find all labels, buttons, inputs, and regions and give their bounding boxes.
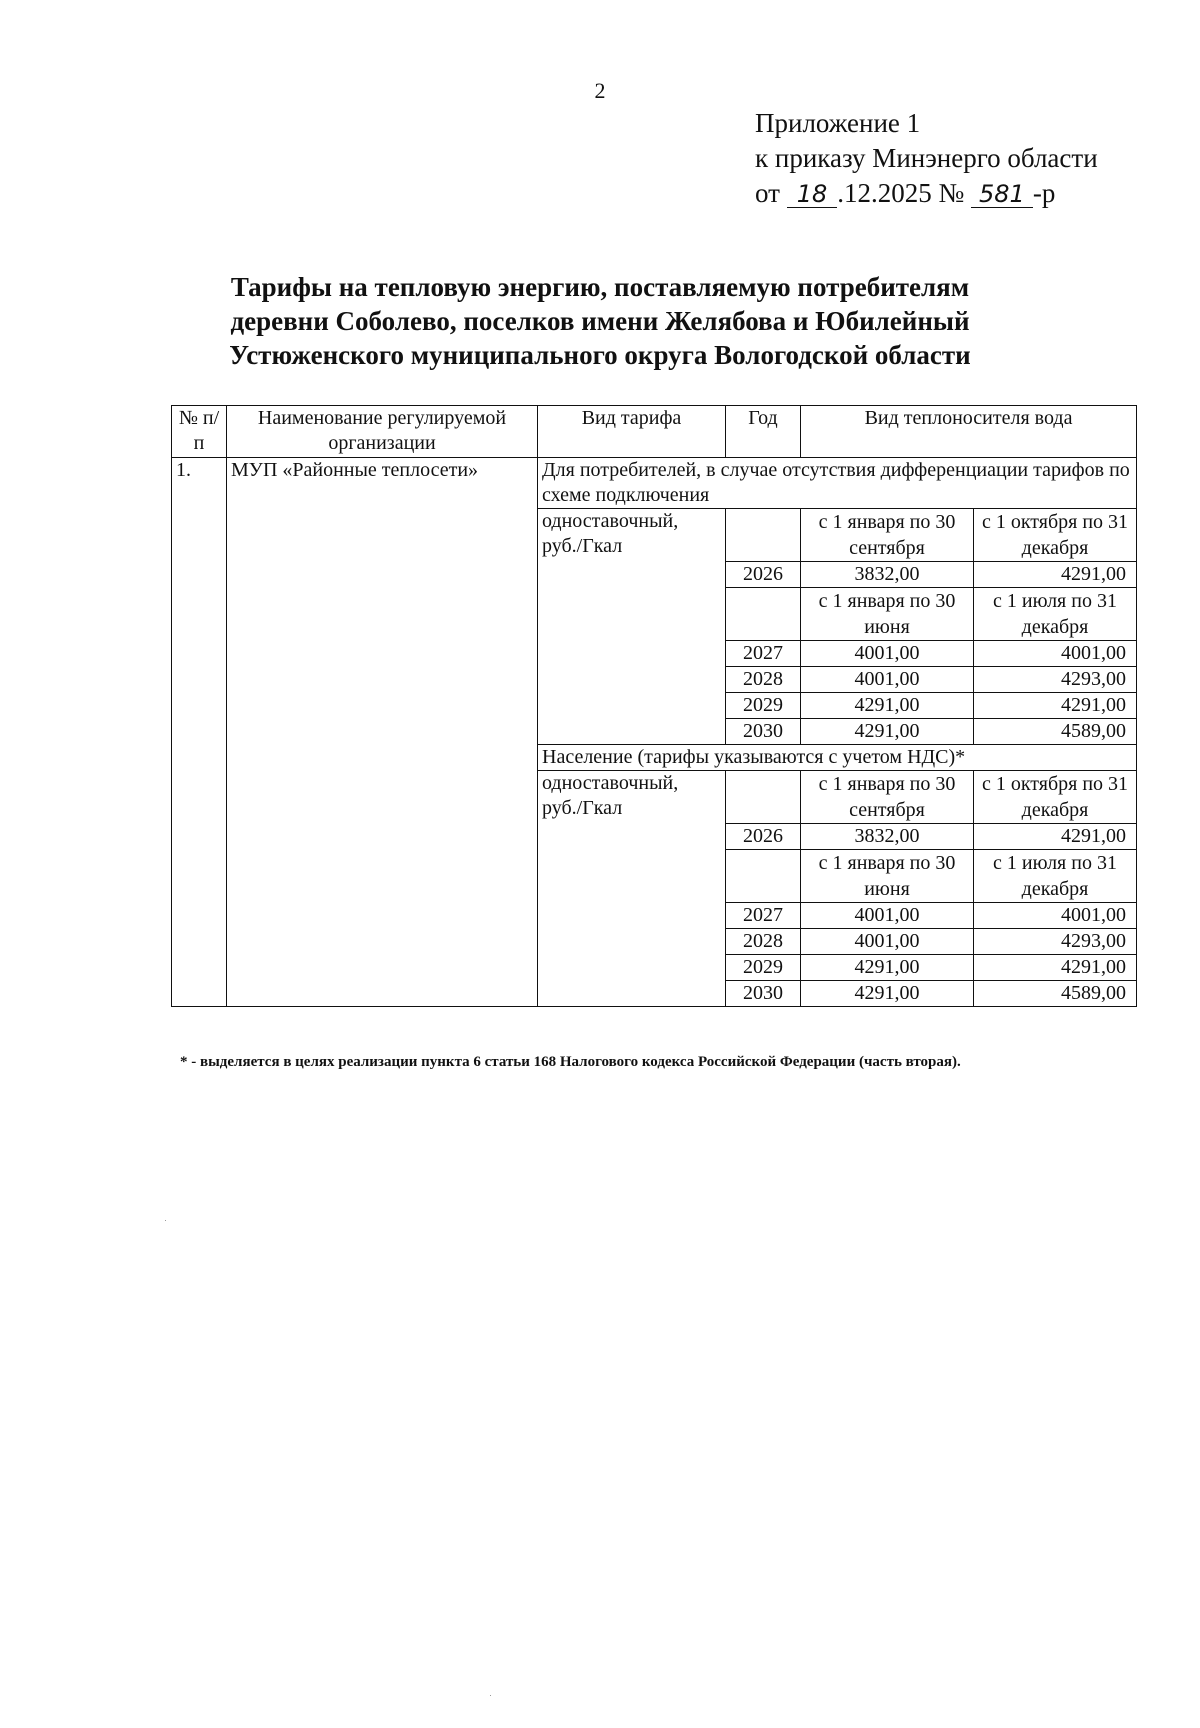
tariff-value-first-half: 4001,00	[801, 641, 974, 667]
header-org: Наименование регулируемой организации	[227, 406, 538, 458]
year-cell: 2028	[726, 667, 801, 693]
appendix-block	[755, 106, 1098, 211]
appendix-line-2: к приказу Минэнерго области	[755, 143, 1098, 173]
section-heading: Население (тарифы указываются с учетом НДС)*	[538, 745, 1137, 771]
header-year: Год	[726, 406, 801, 458]
tariff-value-second-half: 4589,00	[974, 981, 1137, 1007]
year-cell: 2030	[726, 719, 801, 745]
tariff-value-first-half: 4291,00	[801, 719, 974, 745]
period-second-half: с 1 октября по 31 декабря	[974, 509, 1137, 562]
tariff-value-second-half: 4589,00	[974, 719, 1137, 745]
tariff-value-second-half: 4291,00	[974, 693, 1137, 719]
handwritten-number: 581	[971, 181, 1033, 208]
year-cell: 2029	[726, 955, 801, 981]
tariff-value-second-half: 4001,00	[974, 903, 1137, 929]
year-cell: 2029	[726, 693, 801, 719]
title-line-2: деревни Соболево, поселков имени Желябова и Юбилейный	[230, 306, 970, 336]
year-blank-cell	[726, 588, 801, 641]
period-second-half: с 1 июля по 31 декабря	[974, 850, 1137, 903]
tariff-value-second-half: 4291,00	[974, 955, 1137, 981]
section-heading: Для потребителей, в случае отсутствия дифференциации тарифов по схеме подключения	[538, 458, 1137, 509]
tariff-value-second-half: 4291,00	[974, 562, 1137, 588]
tariff-value-second-half: 4293,00	[974, 667, 1137, 693]
period-second-half: с 1 июля по 31 декабря	[974, 588, 1137, 641]
organization-name: МУП «Районные теплосети»	[227, 458, 538, 1007]
tariff-type-label: одноставочный, руб./Гкал	[538, 509, 726, 745]
period-first-half: с 1 января по 30 сентября	[801, 509, 974, 562]
document-title	[150, 270, 1050, 372]
title-line-3: Устюженского муниципального округа Вологодской области	[229, 340, 971, 370]
period-second-half: с 1 октября по 31 декабря	[974, 771, 1137, 824]
period-first-half: с 1 января по 30 июня	[801, 588, 974, 641]
tariff-value-first-half: 3832,00	[801, 562, 974, 588]
header-tariff-type: Вид тарифа	[538, 406, 726, 458]
period-first-half: с 1 января по 30 июня	[801, 850, 974, 903]
year-blank-cell	[726, 850, 801, 903]
year-cell: 2030	[726, 981, 801, 1007]
footnote: * - выделяется в целях реализации пункта 6 статьи 168 Налогового кодекса Российской Федерации (часть вторая).	[180, 1054, 961, 1070]
tariff-value-first-half: 4291,00	[801, 981, 974, 1007]
title-line-1: Тарифы на тепловую энергию, поставляемую потребителям	[230, 272, 970, 302]
tariff-table-body	[172, 406, 1137, 1007]
tariff-table	[171, 405, 1137, 1007]
tariff-type-label: одноставочный, руб./Гкал	[538, 771, 726, 1007]
date-rest: .12.2025 №	[837, 178, 965, 208]
year-cell: 2028	[726, 929, 801, 955]
period-first-half: с 1 января по 30 сентября	[801, 771, 974, 824]
scan-speck	[490, 1695, 491, 1696]
header-carrier: Вид теплоносителя вода	[801, 406, 1137, 458]
tariff-value-first-half: 4291,00	[801, 693, 974, 719]
year-blank-cell	[726, 771, 801, 824]
tariff-value-first-half: 3832,00	[801, 824, 974, 850]
handwritten-day: 18	[787, 181, 838, 208]
date-prefix: от	[755, 178, 780, 208]
year-cell: 2027	[726, 641, 801, 667]
row-number: 1.	[172, 458, 227, 1007]
tariff-value-second-half: 4001,00	[974, 641, 1137, 667]
year-cell: 2026	[726, 562, 801, 588]
page-number: 2	[594, 78, 606, 103]
year-blank-cell	[726, 509, 801, 562]
section-heading-row	[172, 458, 1137, 509]
header-num: № п/п	[172, 406, 227, 458]
appendix-line-3	[755, 176, 1098, 211]
tariff-value-first-half: 4291,00	[801, 955, 974, 981]
tariff-value-first-half: 4001,00	[801, 667, 974, 693]
scan-speck	[165, 1220, 166, 1221]
order-suffix: -р	[1032, 178, 1056, 208]
tariff-value-first-half: 4001,00	[801, 929, 974, 955]
table-header-row	[172, 406, 1137, 458]
tariff-value-second-half: 4291,00	[974, 824, 1137, 850]
appendix-line-1: Приложение 1	[755, 108, 921, 138]
year-cell: 2026	[726, 824, 801, 850]
tariff-value-first-half: 4001,00	[801, 903, 974, 929]
tariff-value-second-half: 4293,00	[974, 929, 1137, 955]
year-cell: 2027	[726, 903, 801, 929]
